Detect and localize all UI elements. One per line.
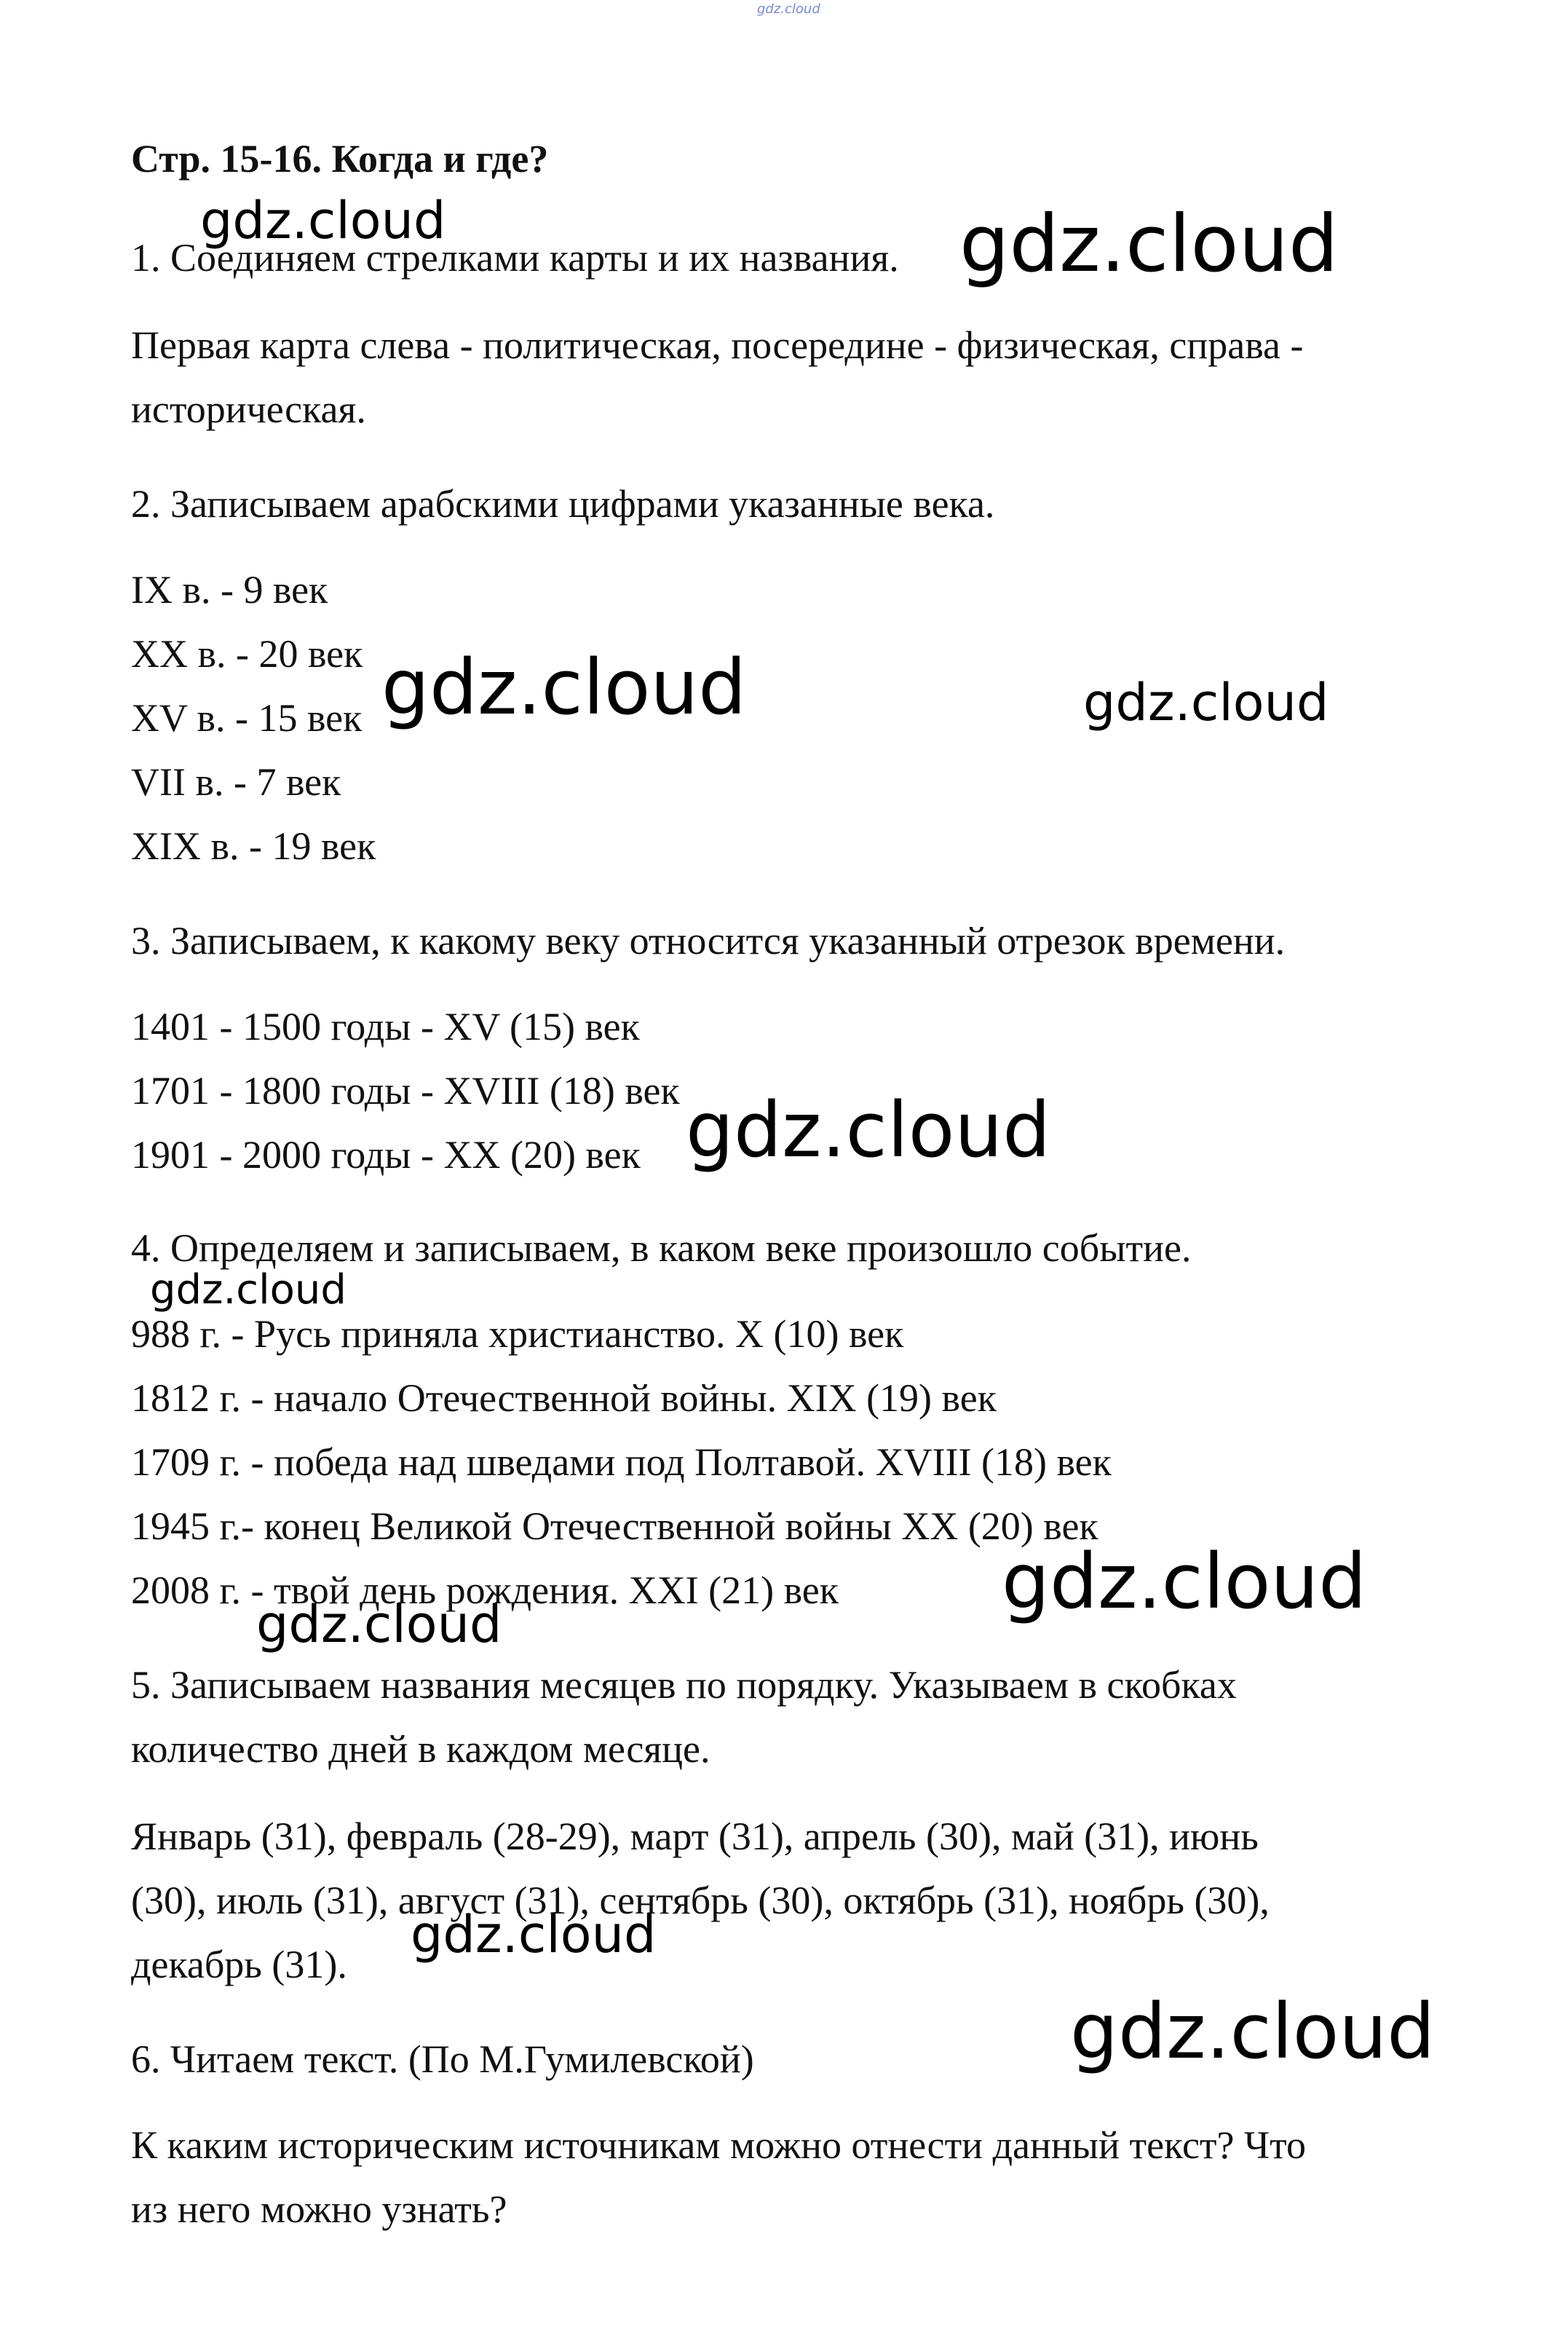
task2-heading: 2. Записываем арабскими цифрами указанные века. [131, 482, 995, 526]
task4-item: 988 г. - Русь приняла христианство. X (10) век [131, 1312, 904, 1356]
task4-heading: 4. Определяем и записываем, в каком веке произошло событие. [131, 1226, 1192, 1270]
task3-heading: 3. Записываем, к какому веку относится указанный отрезок времени. [131, 919, 1286, 963]
task5-heading-line1: 5. Записываем названия месяцев по порядку. Указываем в скобках [131, 1663, 1237, 1707]
task2-item: XIX в. - 19 век [131, 824, 376, 868]
watermark: gdz.cloud [150, 1266, 347, 1314]
watermark: gdz.cloud [1083, 673, 1329, 732]
watermark: gdz.cloud [256, 1595, 502, 1654]
task2-item: VII в. - 7 век [131, 760, 341, 804]
task3-item: 1701 - 1800 годы - XVIII (18) век [131, 1069, 680, 1113]
watermark: gdz.cloud [411, 1905, 657, 1964]
task6-heading: 6. Читаем текст. (По М.Гумилевской) [131, 2037, 754, 2081]
watermark: gdz.cloud [1070, 1987, 1436, 2076]
watermark: gdz.cloud [959, 199, 1339, 290]
task3-item: 1901 - 2000 годы - XX (20) век [131, 1133, 641, 1177]
task1-answer-line2: историческая. [131, 387, 366, 431]
task4-item: 1709 г. - победа над шведами под Полтавой. XVIII (18) век [131, 1440, 1112, 1484]
watermark: gdz.cloud [686, 1086, 1051, 1174]
task1-answer-line1: Первая карта слева - политическая, посередине - физическая, справа - [131, 323, 1304, 367]
task2-item: XV в. - 15 век [131, 696, 363, 740]
task5-heading-line2: количество дней в каждом месяце. [131, 1727, 710, 1771]
task2-item: IX в. - 9 век [131, 568, 328, 612]
watermark: gdz.cloud [200, 191, 446, 250]
task4-item: 1945 г.- конец Великой Отечественной войны XX (20) век [131, 1504, 1098, 1548]
task4-item: 1812 г. - начало Отечественной войны. XIX (19) век [131, 1376, 997, 1420]
task1-heading: 1. Соединяем стрелками карты и их названия. [131, 236, 899, 280]
watermark: gdz.cloud [1002, 1537, 1367, 1626]
task5-answer-line3: декабрь (31). [131, 1943, 347, 1986]
task5-answer-line2: (30), июль (31), август (31), сентябрь (30), октябрь (31), ноябрь (30), [131, 1879, 1270, 1922]
task6-question-line2: из него можно узнать? [131, 2187, 507, 2231]
page-title: Стр. 15-16. Когда и где? [131, 137, 549, 181]
task4-item: 2008 г. - твой день рождения. XXI (21) век [131, 1568, 839, 1612]
task5-answer-line1: Январь (31), февраль (28-29), март (31), апрель (30), май (31), июнь [131, 1814, 1259, 1858]
task6-question-line1: К каким историческим источникам можно отнести данный текст? Что [131, 2123, 1306, 2167]
watermark: gdz.cloud [381, 643, 747, 732]
task3-item: 1401 - 1500 годы - XV (15) век [131, 1005, 640, 1048]
header-watermark: gdz.cloud [757, 1, 820, 17]
task2-item: XX в. - 20 век [131, 632, 363, 676]
